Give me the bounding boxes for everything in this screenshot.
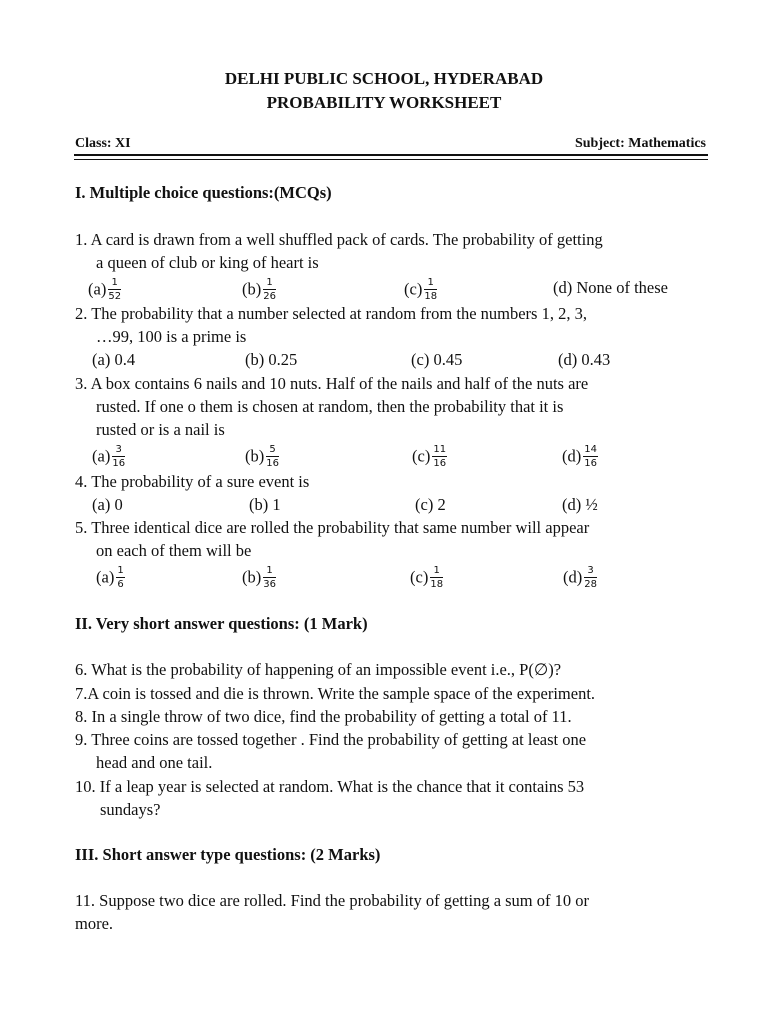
q3-option-d-num: 14 — [584, 444, 597, 455]
q3-option-d — [562, 444, 598, 469]
q5-option-b — [242, 565, 276, 590]
q4-option-a: (a) 0 — [92, 495, 123, 514]
q3-option-a-num: 3 — [112, 444, 125, 457]
q1-option-a-num: 1 — [108, 277, 121, 290]
q1-option-b — [242, 277, 276, 302]
q1-option-d: (d) None of these — [553, 278, 669, 297]
q3-option-d-label: (d) — [562, 446, 582, 466]
q1-line-1: 1. A card is drawn from a well shuffled pack of cards. The probability of getting — [75, 230, 603, 249]
subject-label: Subject: Mathematics — [574, 136, 706, 151]
q5-option-c-fraction — [430, 565, 443, 590]
q5-option-b-fraction — [263, 565, 276, 590]
q1-option-c-fraction — [424, 277, 437, 302]
q5-option-c-label: (c) — [410, 567, 429, 587]
q2-option-d: (d) 0.43 — [558, 350, 611, 369]
q1-option-c — [404, 277, 437, 302]
q5-option-d-label: (d) — [563, 567, 583, 587]
q2-option-c: (c) 0.45 — [411, 350, 463, 369]
q5-option-d-fraction — [584, 565, 597, 590]
q1-option-a-fraction — [108, 277, 121, 302]
q4-option-b: (b) 1 — [249, 495, 281, 514]
q1-option-b-fraction — [263, 277, 276, 302]
q4-option-d: (d) ½ — [562, 495, 598, 514]
q1-option-c-den: 18 — [424, 291, 438, 302]
q3-option-b-label: (b) — [245, 446, 265, 466]
q6-line: 6. What is the probability of happening of an impossible event i.e., P(∅)? — [75, 660, 562, 679]
q10-line-2: sundays? — [100, 800, 161, 819]
q2-line-2: …99, 100 is a prime is — [96, 327, 247, 346]
q5-option-d — [563, 565, 597, 590]
q3-line-1: 3. A box contains 6 nails and 10 nuts. Half of the nails and half of the nuts are — [75, 374, 589, 393]
q5-option-c-den: 18 — [430, 579, 444, 590]
q5-option-a-den: 6 — [117, 579, 124, 590]
q9-line-2: head and one tail. — [96, 753, 213, 772]
q2-option-a: (a) 0.4 — [92, 350, 136, 369]
q3-option-d-fraction — [583, 444, 598, 469]
header-rule-thin — [74, 159, 708, 160]
q3-option-c-num: 11 — [433, 444, 447, 455]
q5-option-a-label: (a) — [96, 567, 115, 587]
q10-line-1: 10. If a leap year is selected at random. What is the chance that it contains 53 — [75, 777, 585, 796]
section-1-title: I. Multiple choice questions:(MCQs) — [75, 183, 332, 202]
q3-option-c-fraction — [432, 444, 447, 469]
q3-option-b-fraction — [266, 444, 279, 469]
q1-option-a-den: 52 — [108, 291, 122, 302]
q5-option-b-den: 36 — [263, 579, 276, 590]
q1-line-2: a queen of club or king of heart is — [96, 253, 319, 272]
q3-option-c — [412, 444, 447, 469]
q4-line-1: 4. The probability of a sure event is — [75, 472, 310, 491]
q3-option-c-label: (c) — [412, 446, 431, 466]
q11-line-1: 11. Suppose two dice are rolled. Find the probability of getting a sum of 10 or — [75, 891, 590, 910]
q2-option-b: (b) 0.25 — [245, 350, 298, 369]
q5-option-a-num: 1 — [117, 565, 124, 576]
q5-option-d-num: 3 — [584, 565, 597, 578]
q1-option-c-label: (c) — [404, 279, 423, 299]
q5-option-b-num: 1 — [263, 565, 276, 578]
q5-line-2: on each of them will be — [96, 541, 252, 560]
q5-option-c — [410, 565, 443, 590]
section-2-title: II. Very short answer questions: (1 Mark) — [75, 614, 368, 633]
q2-line-1: 2. The probability that a number selected at random from the numbers 1, 2, 3, — [75, 304, 587, 323]
q3-option-d-den: 16 — [584, 458, 597, 469]
q1-option-a — [88, 277, 121, 302]
q4-option-c: (c) 2 — [415, 495, 446, 514]
q1-option-c-num: 1 — [424, 277, 437, 290]
q7-line: 7.A coin is tossed and die is thrown. Write the sample space of the experiment. — [75, 684, 596, 703]
q3-option-a — [92, 444, 125, 469]
q5-option-a — [96, 565, 125, 590]
q5-option-c-num: 1 — [430, 565, 443, 578]
q3-line-3: rusted or is a nail is — [96, 420, 225, 439]
q3-option-a-den: 16 — [112, 458, 126, 469]
q1-option-a-label: (a) — [88, 279, 107, 299]
q3-option-b-den: 16 — [266, 458, 279, 469]
q3-option-a-label: (a) — [92, 446, 111, 466]
q3-option-c-den: 16 — [433, 458, 447, 469]
q3-option-b — [245, 444, 279, 469]
q5-option-a-fraction — [116, 565, 124, 590]
q5-option-b-label: (b) — [242, 567, 262, 587]
section-3-title: III. Short answer type questions: (2 Marks) — [75, 845, 381, 864]
q3-line-2: rusted. If one o them is chosen at random, then the probability that it is — [96, 397, 564, 416]
q1-option-b-label: (b) — [242, 279, 262, 299]
school-name: DELHI PUBLIC SCHOOL, HYDERABAD — [224, 69, 544, 88]
q3-option-b-num: 5 — [266, 444, 279, 457]
header-rule-thick — [74, 154, 708, 156]
class-label: Class: XI — [75, 136, 131, 151]
q8-line: 8. In a single throw of two dice, find the probability of getting a total of 11. — [75, 707, 572, 726]
q9-line-1: 9. Three coins are tossed together . Find the probability of getting at least one — [75, 730, 587, 749]
q1-option-b-den: 26 — [263, 291, 276, 302]
q11-line-2: more. — [75, 914, 114, 933]
q5-option-d-den: 28 — [584, 579, 597, 590]
q3-option-a-fraction — [112, 444, 125, 469]
q5-line-1: 5. Three identical dice are rolled the probability that same number will appear — [75, 518, 590, 537]
q1-option-b-num: 1 — [263, 277, 276, 290]
worksheet-title: PROBABILITY WORKSHEET — [266, 93, 502, 112]
